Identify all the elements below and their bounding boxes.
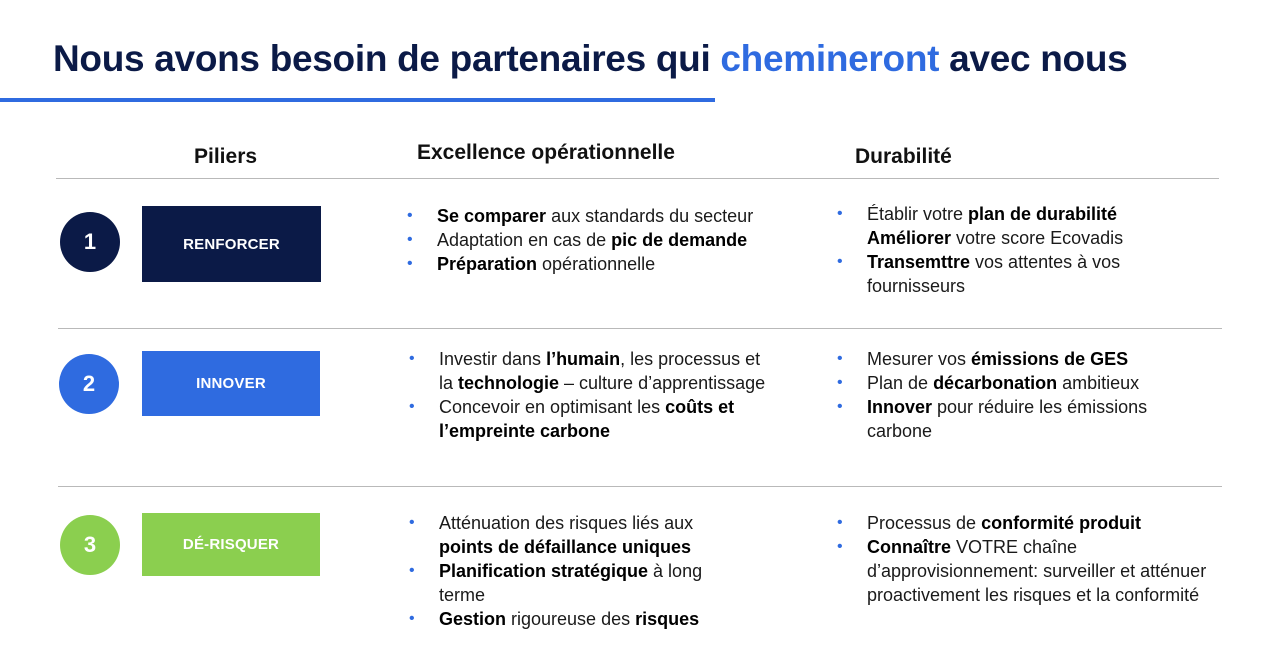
bullet-item: • Préparation opérationnelle	[407, 252, 757, 276]
excellence-list	[409, 347, 779, 443]
title-accent: chemineront	[720, 38, 940, 79]
durabilite-list	[837, 202, 1167, 298]
title-part2: avec nous	[939, 38, 1128, 79]
bullet-item: • Connaître VOTRE chaîne d’approvisionnement: surveiller et atténuer proactivement les risques et la conformité	[837, 535, 1222, 607]
pillar-number-badge: 3	[60, 515, 120, 575]
pillar-number-badge: 2	[59, 354, 119, 414]
bullet-item: • Innover pour réduire les émissions carbone	[837, 395, 1182, 443]
column-header-excellence: Excellence opérationnelle	[417, 141, 675, 164]
row-divider	[58, 486, 1222, 487]
row-divider	[58, 328, 1222, 329]
bullet-item: • Établir votre plan de durabilité Améliorer votre score Ecovadis	[837, 202, 1167, 250]
bullet-item: • Processus de conformité produit	[837, 511, 1222, 535]
pillar-label-innover: INNOVER	[142, 351, 320, 416]
pillar-label-renforcer: RENFORCER	[142, 206, 321, 282]
bullet-item: • Investir dans l’humain, les processus et la technologie – culture d’apprentissage	[409, 347, 779, 395]
bullet-item: • Mesurer vos émissions de GES	[837, 347, 1182, 371]
bullet-item: • Se comparer aux standards du secteur	[407, 204, 757, 228]
excellence-list	[409, 511, 739, 631]
pillar-number-badge: 1	[60, 212, 120, 272]
title-underline	[0, 98, 715, 102]
title-part1: Nous avons besoin de partenaires qui	[53, 38, 721, 79]
column-header-durabilite: Durabilité	[855, 145, 952, 168]
page-title	[53, 38, 1127, 80]
column-header-piliers: Piliers	[194, 145, 258, 168]
bullet-item: • Plan de décarbonation ambitieux	[837, 371, 1182, 395]
durabilite-list	[837, 511, 1222, 607]
bullet-item: • Concevoir en optimisant les coûts et l’empreinte carbone	[409, 395, 779, 443]
pillar-label-de-risquer: DÉ-RISQUER	[142, 513, 320, 576]
bullet-item: • Adaptation en cas de pic de demande	[407, 228, 757, 252]
header-divider	[56, 178, 1219, 179]
excellence-list	[407, 204, 757, 276]
durabilite-list	[837, 347, 1182, 443]
bullet-item: • Gestion rigoureuse des risques	[409, 607, 739, 631]
bullet-item: • Transemttre vos attentes à vos fournisseurs	[837, 250, 1167, 298]
bullet-item: • Planification stratégique à long terme	[409, 559, 739, 607]
bullet-item: • Atténuation des risques liés aux points de défaillance uniques	[409, 511, 739, 559]
